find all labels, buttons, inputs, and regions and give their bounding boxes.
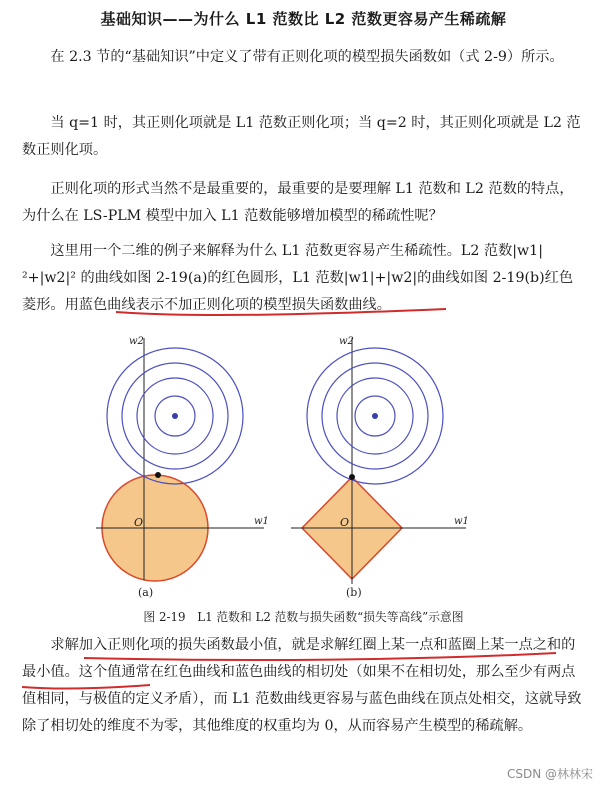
panel-b-x-label: w1 — [454, 516, 469, 527]
panel-b-label: (b) — [346, 586, 362, 599]
panel-a — [96, 336, 269, 599]
panel-a-origin-label: O — [134, 516, 144, 529]
paragraph-4 — [22, 238, 584, 319]
paragraph-3-text: 正则化项的形式当然不是最重要的，最重要的是要理解 L1 范数和 L2 范数的特点，为什么在 LS-PLM 模型中加入 L1 范数能够增加模型的稀疏性呢？ — [22, 181, 574, 224]
csdn-watermark: CSDN @林林宋 — [506, 767, 593, 781]
panel-a-tangent-point — [155, 472, 161, 478]
paragraph-5-text: 求解加入正则化项的损失函数最小值，就是求解红圈上某一点和蓝圈上某一点之和的最小值。这个值通常在红色曲线和蓝色曲线的相切处（如果不在相切处，那么至少有两点值相同，与极值的定义矛盾），而 L1 范数曲线更容易与蓝色曲线在顶点处相交，这就导致除了相切处的维度不为零，其他维度的权重均为 0，从而容易产生模型的稀疏解。 — [22, 637, 582, 734]
paragraph-4-text: 这里用一个二维的例子来解释为什么 L1 范数更容易产生稀疏性。L2 范数|w1|²+|w2|² 的曲线如图 2-19(a)的红色圆形，L1 范数|w1|+|w2|的曲线如图 2-19(b)红色菱形。用蓝色曲线表示不加正则化项的模型损失函数曲线。 — [22, 243, 574, 313]
paragraph-1 — [22, 44, 584, 71]
paragraph-2 — [22, 110, 584, 164]
panel-b — [291, 336, 469, 599]
panel-b-tangent-point — [349, 474, 355, 480]
figure-caption: 图 2-19 L1 范数和 L2 范数与损失函数“损失等高线”示意图 — [143, 610, 464, 624]
section-title: 基础知识——为什么 L1 范数比 L2 范数更容易产生稀疏解 — [100, 10, 507, 28]
panel-b-loss-minimum-point — [372, 413, 378, 419]
norm-contour-figure — [96, 328, 496, 600]
paragraph-3 — [22, 176, 584, 230]
paragraph-5 — [22, 632, 584, 740]
panel-b-origin-label: O — [340, 516, 350, 529]
panel-a-x-label: w1 — [254, 516, 269, 527]
paragraph-2-text: 当 q=1 时，其正则化项就是 L1 范数正则化项；当 q=2 时，其正则化项就是 L2 范数正则化项。 — [22, 115, 581, 158]
panel-a-loss-minimum-point — [172, 413, 178, 419]
panel-a-label: (a) — [138, 586, 154, 599]
panel-b-y-label: w2 — [339, 336, 354, 347]
panel-a-y-label: w2 — [129, 336, 144, 347]
paragraph-1-text: 在 2.3 节的“基础知识”中定义了带有正则化项的模型损失函数如（式 2-9）所示。 — [50, 49, 564, 65]
